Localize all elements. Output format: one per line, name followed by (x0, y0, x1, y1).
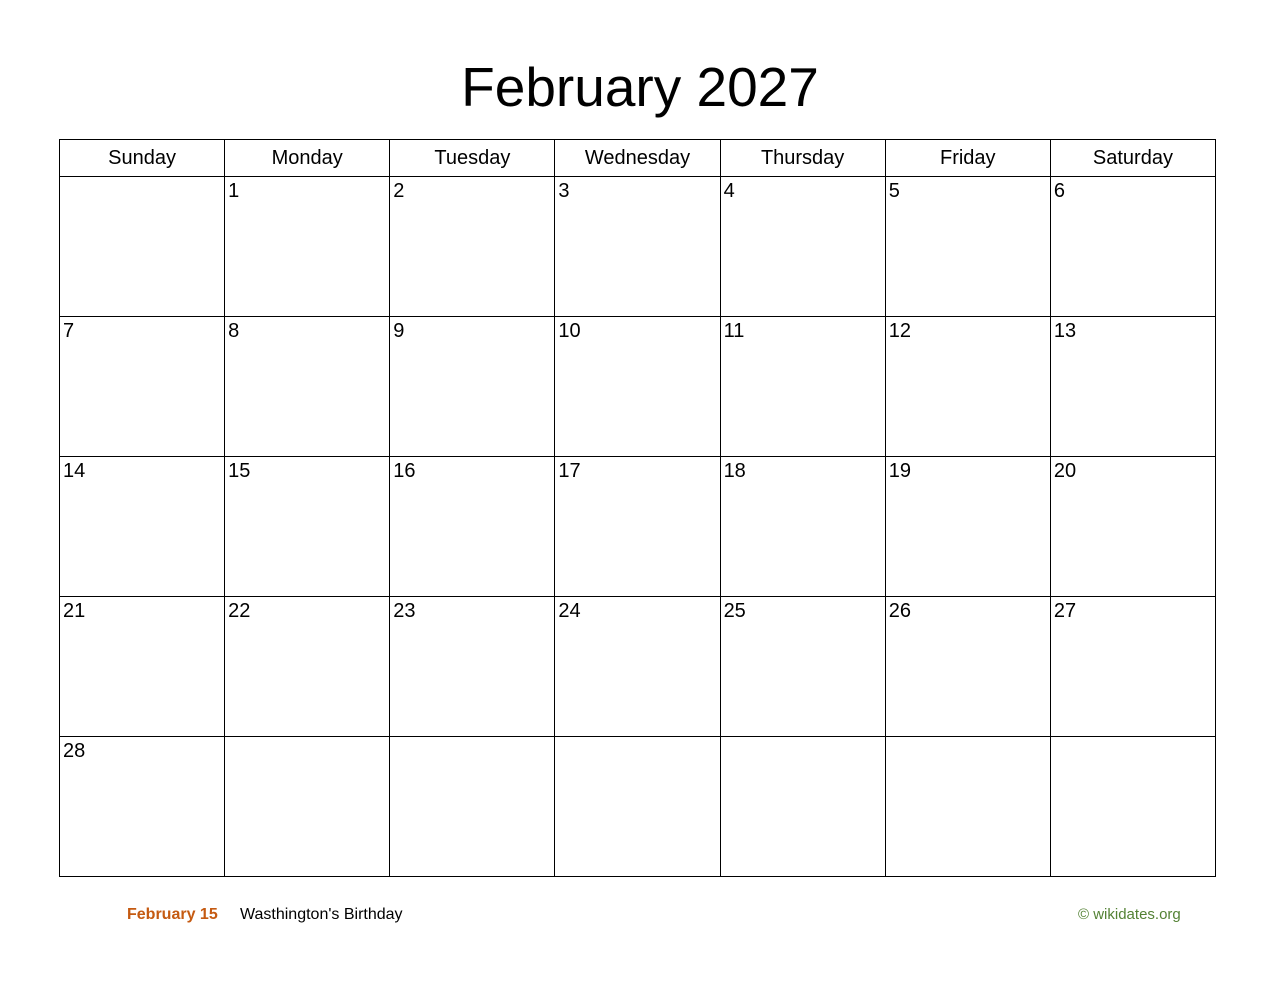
day-cell (225, 737, 390, 877)
weekday-header-monday: Monday (225, 140, 390, 177)
day-number: 19 (888, 460, 911, 482)
day-cell (885, 177, 1050, 317)
day-cell (60, 597, 225, 737)
credit-link[interactable]: © wikidates.org (1078, 906, 1181, 923)
day-cell (1050, 737, 1215, 877)
day-number: 25 (723, 600, 746, 622)
day-number: 3 (558, 180, 570, 202)
day-number: 21 (63, 600, 86, 622)
weekday-header-tuesday: Tuesday (390, 140, 555, 177)
day-cell (885, 317, 1050, 457)
calendar-grid (59, 139, 1216, 877)
day-number: 18 (723, 460, 746, 482)
day-number: 7 (63, 320, 75, 342)
day-cell (555, 317, 720, 457)
day-cell (720, 177, 885, 317)
day-number: 27 (1053, 600, 1077, 622)
day-cell (720, 317, 885, 457)
day-number: 28 (63, 740, 86, 762)
day-number: 2 (393, 180, 405, 202)
week-row-3 (60, 457, 1216, 597)
day-number: 12 (888, 320, 911, 342)
day-cell (390, 737, 555, 877)
day-cell (555, 177, 720, 317)
day-number: 15 (228, 460, 251, 482)
day-cell (390, 177, 555, 317)
week-row-2 (60, 317, 1216, 457)
day-cell (720, 597, 885, 737)
weekday-header-friday: Friday (885, 140, 1050, 177)
day-number: 4 (723, 180, 735, 202)
day-cell (885, 597, 1050, 737)
day-number (886, 748, 889, 750)
week-row-4 (60, 597, 1216, 737)
weekday-header-row (60, 140, 1216, 177)
weekday-header-thursday: Thursday (720, 140, 885, 177)
day-number: 26 (888, 600, 911, 622)
day-number: 8 (228, 320, 240, 342)
day-cell (60, 737, 225, 877)
day-number: 14 (63, 460, 86, 482)
day-cell (390, 597, 555, 737)
day-cell (885, 457, 1050, 597)
day-cell (1050, 597, 1215, 737)
day-cell (60, 457, 225, 597)
day-number: 24 (558, 600, 581, 622)
day-cell (1050, 317, 1215, 457)
day-number: 13 (1053, 320, 1077, 342)
day-number: 17 (558, 460, 581, 482)
day-number (1051, 748, 1054, 750)
day-number (60, 188, 63, 190)
day-cell (555, 457, 720, 597)
day-number: 9 (393, 320, 405, 342)
day-number (225, 748, 228, 750)
day-number: 11 (723, 320, 745, 342)
day-number: 10 (558, 320, 581, 342)
day-cell (225, 457, 390, 597)
day-cell (720, 737, 885, 877)
day-number: 20 (1053, 460, 1077, 482)
day-cell (390, 457, 555, 597)
weekday-header-sunday: Sunday (60, 140, 225, 177)
day-number: 1 (228, 180, 240, 202)
day-cell (225, 177, 390, 317)
day-cell (60, 317, 225, 457)
day-number (390, 748, 393, 750)
day-number: 16 (393, 460, 416, 482)
day-number: 22 (228, 600, 251, 622)
week-row-5 (60, 737, 1216, 877)
day-number (555, 748, 558, 750)
day-cell (720, 457, 885, 597)
day-cell (555, 737, 720, 877)
holiday-name: Wasthington's Birthday (240, 906, 403, 923)
day-number: 23 (393, 600, 416, 622)
calendar-title: February 2027 (461, 56, 819, 118)
day-number: 6 (1053, 180, 1065, 202)
day-cell (225, 597, 390, 737)
day-cell (60, 177, 225, 317)
day-cell (1050, 177, 1215, 317)
week-row-1 (60, 177, 1216, 317)
holiday-date: February 15 (127, 906, 218, 923)
day-cell (885, 737, 1050, 877)
day-cell (225, 317, 390, 457)
weekday-header-saturday: Saturday (1050, 140, 1215, 177)
weekday-header-wednesday: Wednesday (555, 140, 720, 177)
day-cell (390, 317, 555, 457)
day-cell (1050, 457, 1215, 597)
day-number (721, 748, 724, 750)
day-number: 5 (888, 180, 900, 202)
day-cell (555, 597, 720, 737)
